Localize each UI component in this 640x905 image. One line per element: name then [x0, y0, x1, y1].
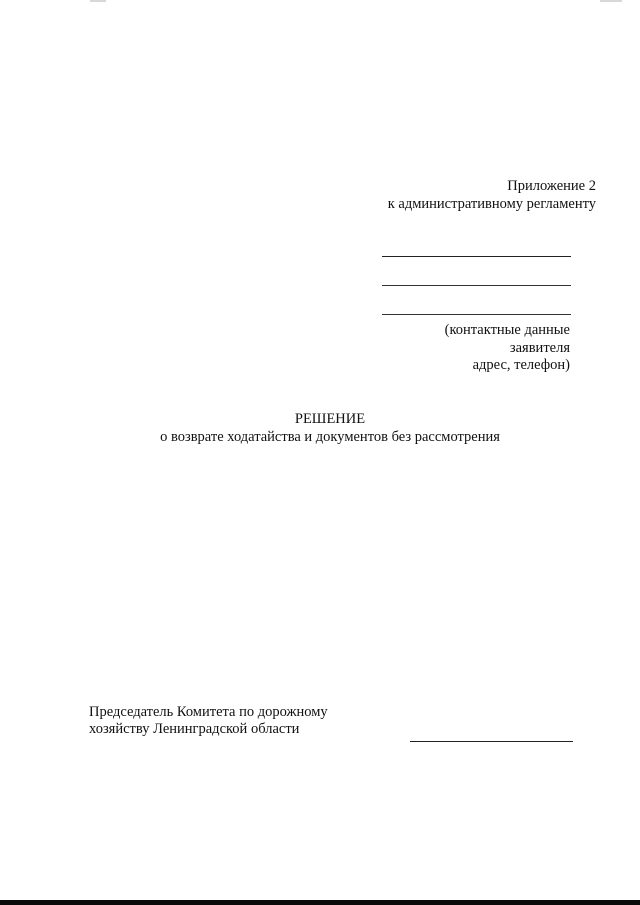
applicant-line-3	[382, 314, 571, 315]
applicant-note-line-2: заявителя	[509, 340, 570, 356]
appendix-subtitle: к административному регламенту	[387, 196, 596, 212]
applicant-note-line-1: (контактные данные	[444, 322, 570, 338]
applicant-line-2	[382, 285, 571, 286]
signature-title-line-1: Председатель Комитета по дорожному	[89, 704, 328, 720]
scan-bottom-edge	[0, 900, 640, 905]
decision-subheading: о возврате ходатайства и документов без рассмотрения	[160, 429, 500, 445]
decision-heading: РЕШЕНИЕ	[294, 411, 366, 427]
signature-line	[410, 741, 573, 742]
signature-title-line-2: хозяйству Ленинградской области	[89, 721, 300, 737]
applicant-line-1	[382, 256, 571, 257]
scan-artifact	[600, 0, 622, 2]
applicant-note-line-3: адрес, телефон)	[472, 357, 570, 373]
scan-artifact	[90, 0, 106, 2]
appendix-title: Приложение 2	[507, 178, 596, 194]
